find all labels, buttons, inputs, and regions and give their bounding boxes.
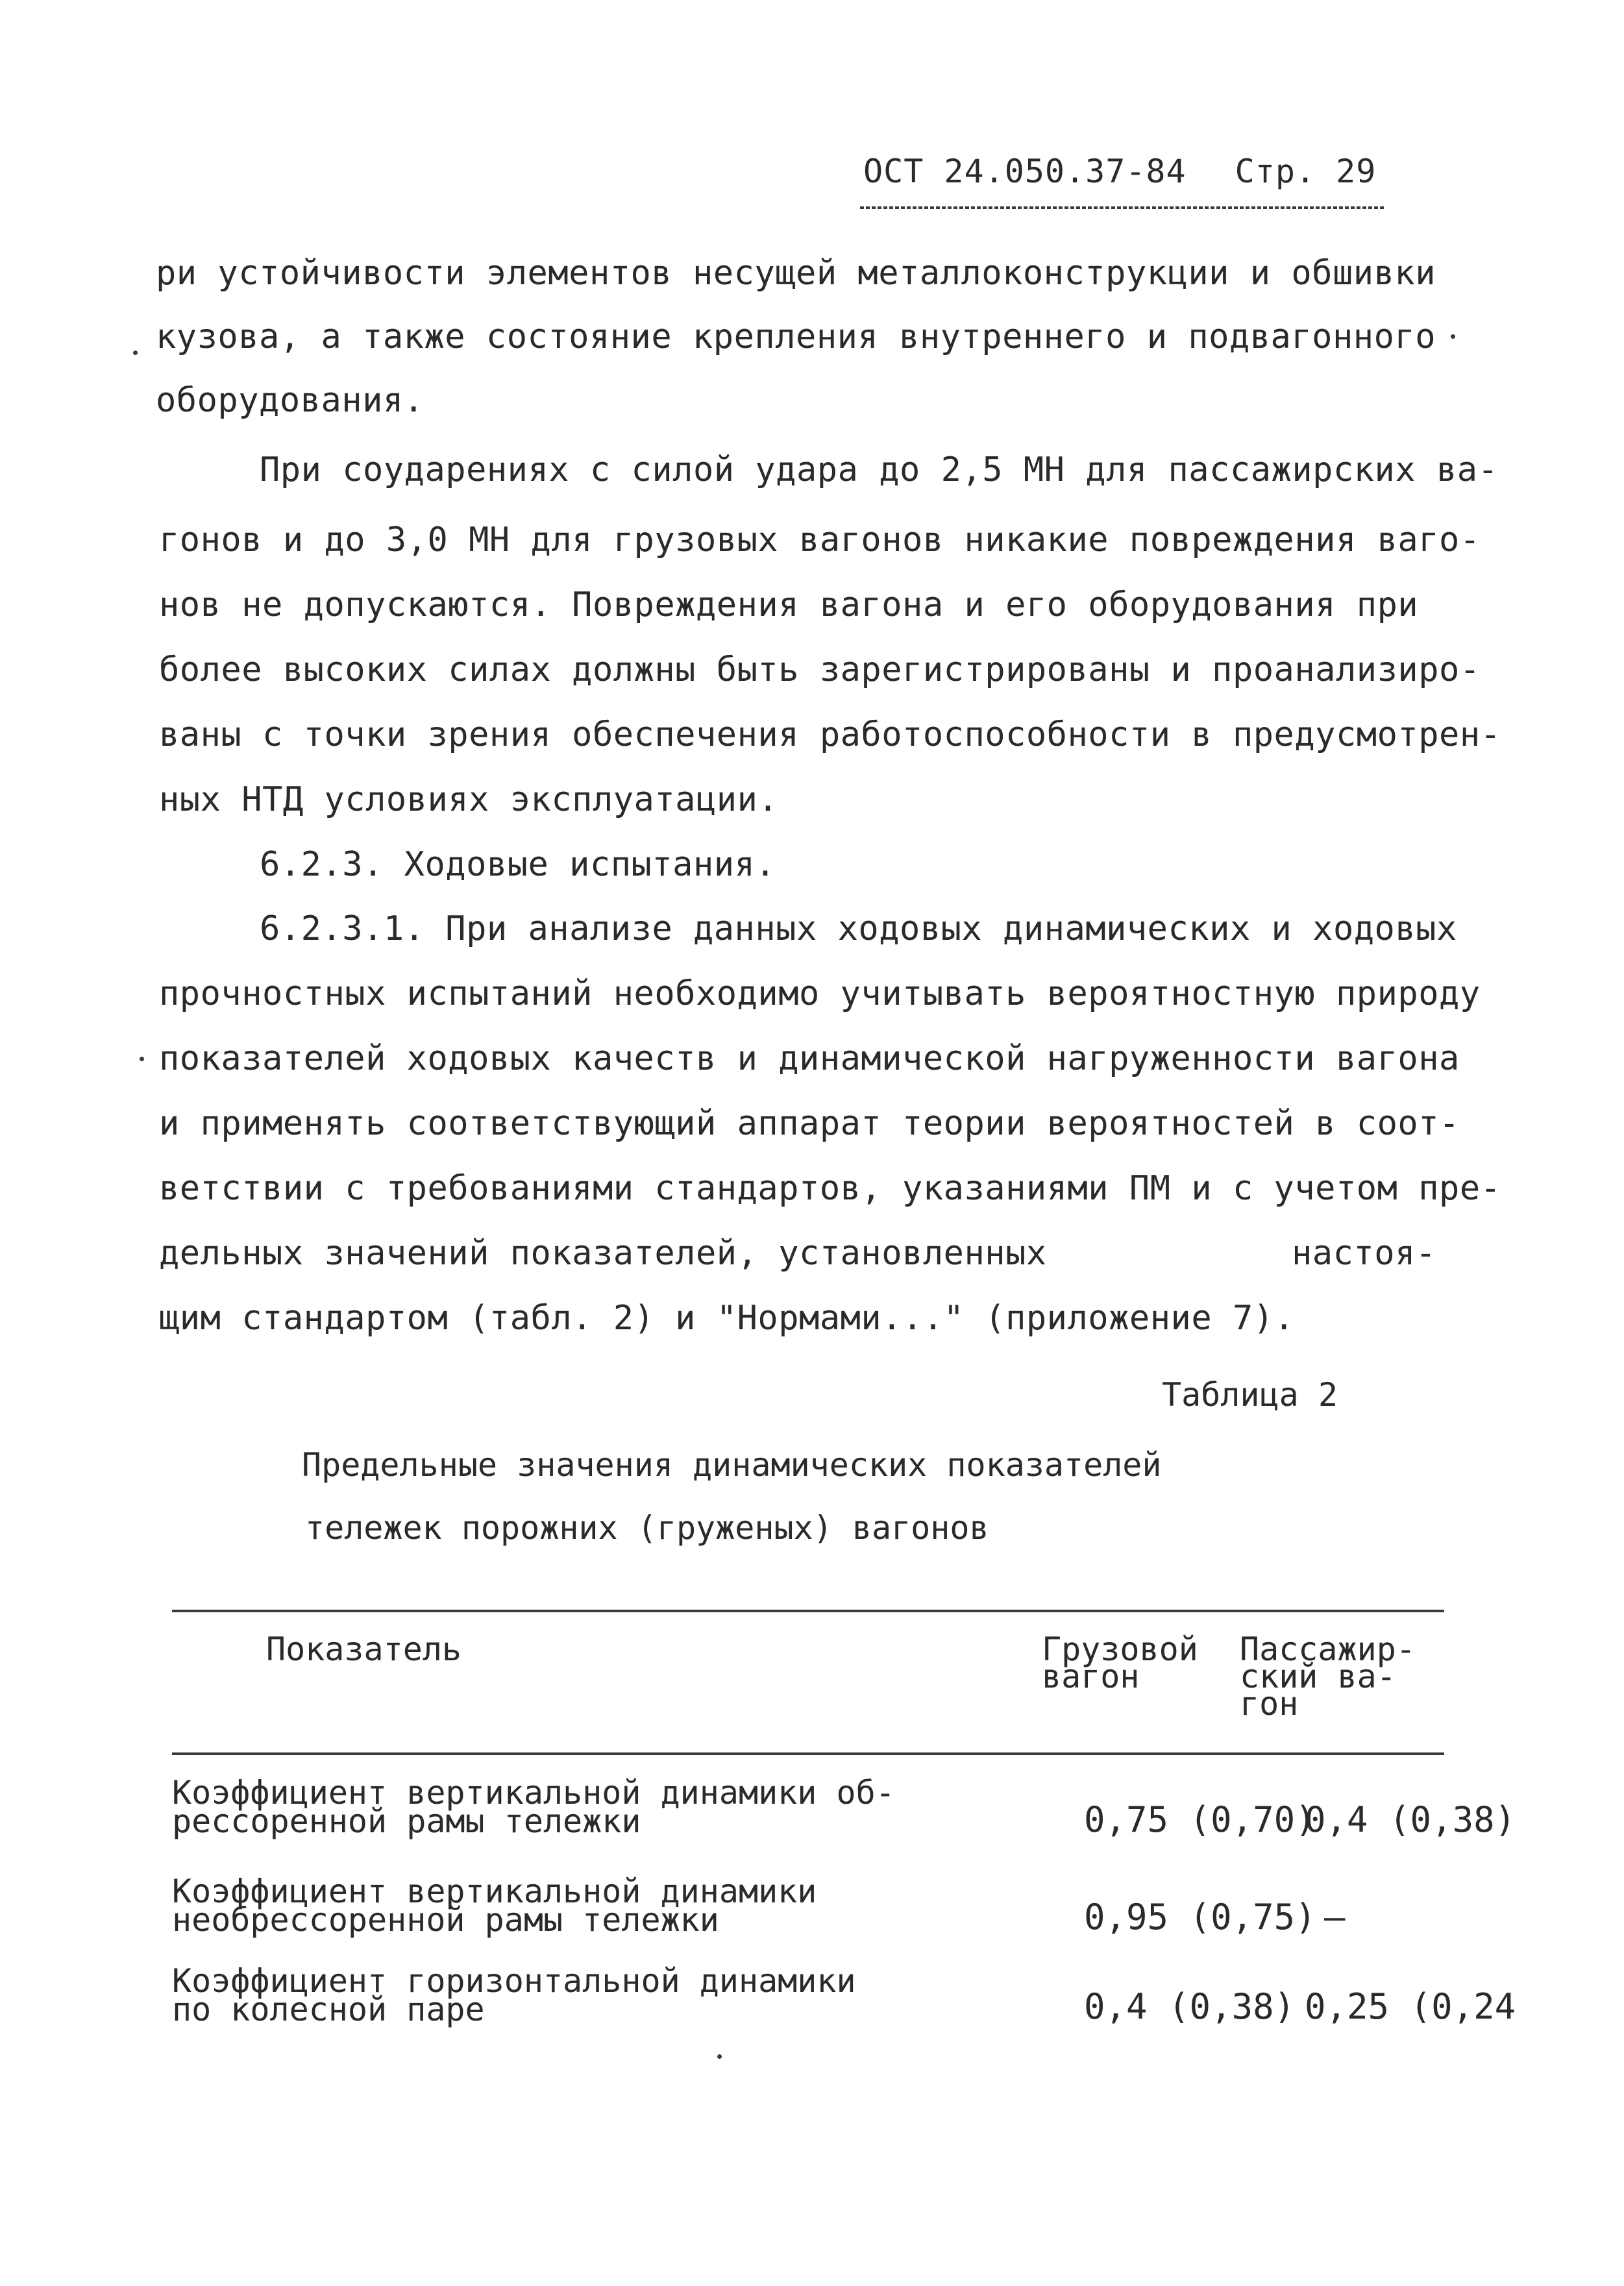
table-row-indicator: Коэффициент горизонтальной динамики по колесной паре [172,1962,856,2028]
column-header-freight: Грузовой вагон [1042,1630,1198,1695]
body-line: ных НТД условиях эксплуатации. [159,780,779,819]
body-line: ваны с точки зрения обеспечения работоспособности в предусмотрен- [159,715,1501,754]
scan-speck [140,1057,144,1061]
scan-speck [717,2054,722,2059]
body-line: ветствии с требованиями стандартов, указаниями ПМ и с учетом пре- [159,1169,1501,1208]
body-line: показателей ходовых качеств и динамической нагруженности вагона [159,1039,1460,1078]
body-line: При соударениях с силой удара до 2,5 МН для пассажирских ва- [260,450,1499,489]
table-row-passenger-value: – [1324,1897,1346,1937]
table-row-indicator: Коэффициент вертикальной динамики об- рессоренной рамы тележки [172,1774,895,1840]
body-line: нов не допускаются. Повреждения вагона и его оборудования при [159,585,1419,624]
table-label: Таблица 2 [1162,1376,1338,1414]
table-title: Предельные значения динамических показателей [302,1446,1162,1484]
body-line: дельных значений показателей, установленных [159,1234,1047,1273]
body-line: более высоких силах должны быть зарегистрированы и проанализиро- [159,650,1481,689]
body-line: ри устойчивости элементов несущей металлоконструкции и обшивки [156,254,1436,293]
table-title: тележек порожних (груженых) вагонов [305,1509,989,1547]
page-header [863,153,1376,190]
body-line: 6.2.3.1. При анализе данных ходовых динамических и ходовых [260,909,1457,948]
body-line: и применять соответствующий аппарат теории вероятностей в соот- [159,1104,1460,1143]
table-row-freight-value: 0,4 (0,38) [1084,1986,1296,2027]
body-line: щим стандартом (табл. 2) и "Нормами..." (приложение 7). [159,1299,1295,1338]
table-row-passenger-value: 0,25 (0,24 [1305,1986,1516,2027]
table-row-freight-value: 0,95 (0,75) [1084,1897,1316,1937]
table-top-rule [172,1610,1444,1612]
table-row-indicator: Коэффициент вертикальной динамики необрессоренной рамы тележки [172,1873,817,1939]
body-line: гонов и до 3,0 МН для грузовых вагонов никакие повреждения ваго- [159,521,1481,559]
header-underline [860,206,1386,209]
body-line: прочностных испытаний необходимо учитывать вероятностную природу [159,974,1481,1013]
standard-number: ОСТ 24.050.37-84 [863,153,1187,190]
body-line: оборудования. [156,381,424,420]
table-row-freight-value: 0,75 (0,70) [1084,1799,1316,1840]
table-header-rule [172,1752,1444,1755]
page-number: Стр. 29 [1235,153,1377,190]
body-line: кузова, а также состояние крепления внутреннего и подвагонного [156,317,1436,356]
body-line-end: настоя- [1292,1234,1436,1273]
scan-speck [1451,334,1455,339]
column-header-indicator: Показатель [266,1630,462,1668]
column-header-passenger: Пассажир- ский ва- гон [1240,1630,1416,1723]
scan-speck [133,350,138,355]
section-heading: 6.2.3. Ходовые испытания. [260,845,776,884]
table-row-passenger-value: 0,4 (0,38) [1305,1799,1516,1840]
